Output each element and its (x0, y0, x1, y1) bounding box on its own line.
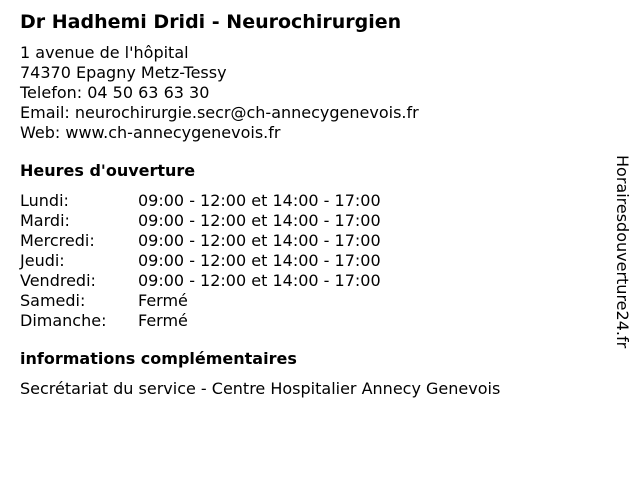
business-card (20, 10, 600, 399)
time-value: 09:00 - 12:00 et 14:00 - 17:00 (138, 191, 381, 210)
hours-row-wednesday (20, 231, 600, 251)
web-line: Web: www.ch-annecygenevois.fr (20, 123, 281, 142)
day-label: Mercredi: (20, 231, 95, 250)
hours-row-sunday (20, 311, 600, 331)
day-label: Vendredi: (20, 271, 96, 290)
time-value: 09:00 - 12:00 et 14:00 - 17:00 (138, 251, 381, 270)
hours-heading: Heures d'ouverture (20, 161, 196, 180)
info-heading: informations complémentaires (20, 349, 297, 368)
hours-row-monday (20, 191, 600, 211)
time-value: 09:00 - 12:00 et 14:00 - 17:00 (138, 271, 381, 290)
time-value: Fermé (138, 311, 188, 330)
email-line: Email: neurochirurgie.secr@ch-annecygenevois.fr (20, 103, 419, 122)
hours-row-saturday (20, 291, 600, 311)
time-value: 09:00 - 12:00 et 14:00 - 17:00 (138, 231, 381, 250)
day-label: Jeudi: (20, 251, 65, 270)
address-block (20, 43, 600, 143)
day-label: Dimanche: (20, 311, 107, 330)
side-watermark-label: Horairesdouverture24.fr (613, 155, 632, 349)
address-line-city: 74370 Epagny Metz-Tessy (20, 63, 227, 82)
info-text: Secrétariat du service - Centre Hospitalier Annecy Genevois (20, 379, 501, 398)
address-line-street: 1 avenue de l'hôpital (20, 43, 189, 62)
day-label: Samedi: (20, 291, 86, 310)
hours-row-tuesday (20, 211, 600, 231)
hours-row-friday (20, 271, 600, 291)
page-title: Dr Hadhemi Dridi - Neurochirurgien (20, 11, 402, 33)
time-value: Fermé (138, 291, 188, 310)
day-label: Lundi: (20, 191, 69, 210)
opening-hours-table (20, 191, 600, 331)
hours-row-thursday (20, 251, 600, 271)
phone-line: Telefon: 04 50 63 63 30 (20, 83, 210, 102)
time-value: 09:00 - 12:00 et 14:00 - 17:00 (138, 211, 381, 230)
day-label: Mardi: (20, 211, 70, 230)
